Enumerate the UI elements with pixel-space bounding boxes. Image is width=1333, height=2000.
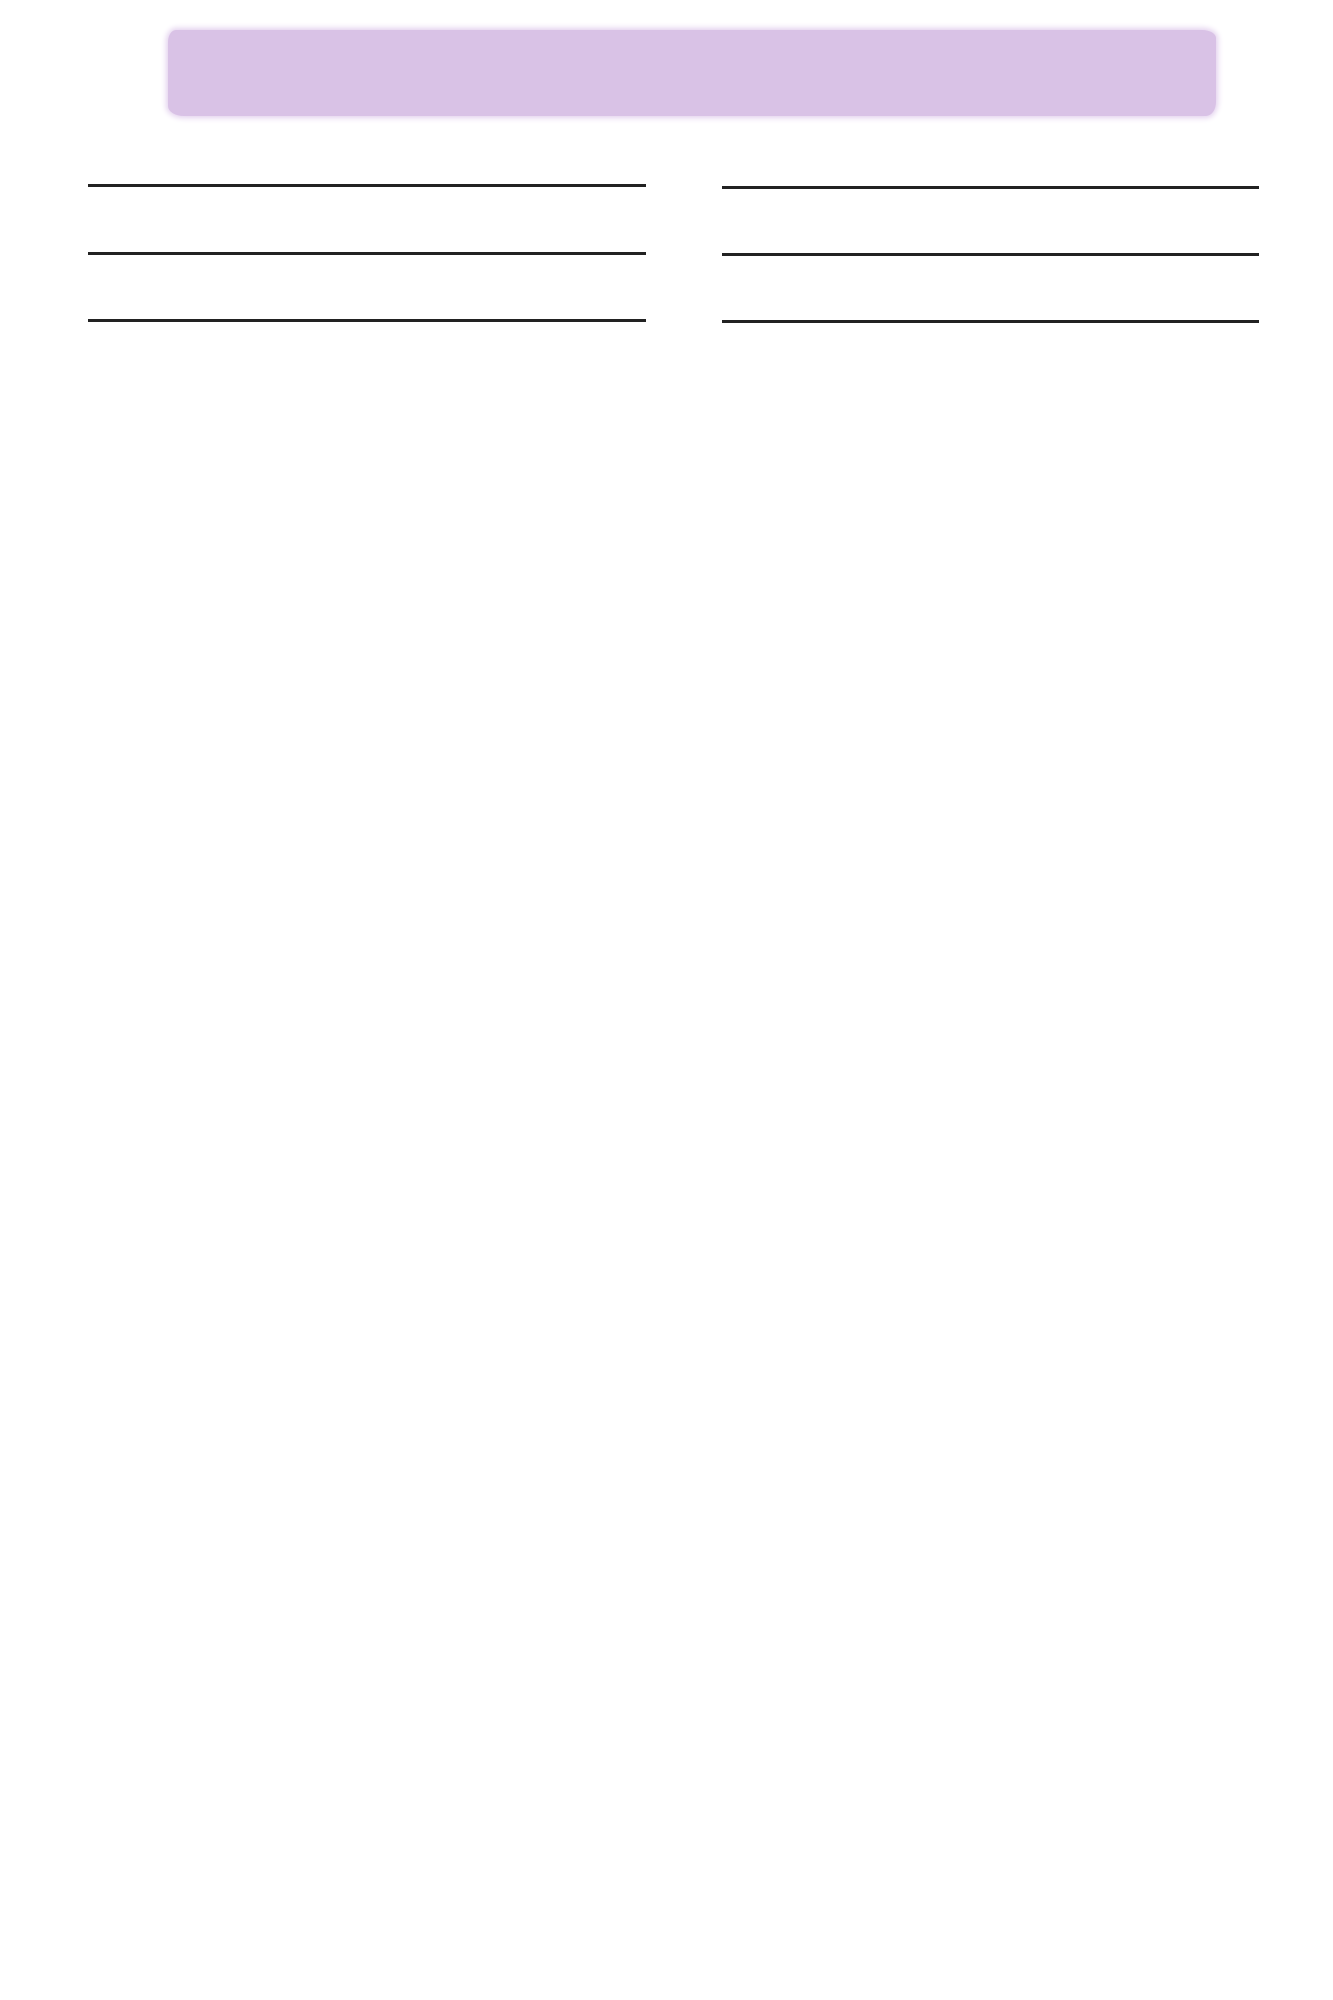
title-banner xyxy=(168,30,1216,116)
ending-balance-column-header xyxy=(1096,363,1287,407)
credit-limit-field[interactable] xyxy=(88,252,646,255)
description-column-header xyxy=(317,342,581,410)
starting-balance-field[interactable] xyxy=(722,253,1259,256)
monthly-due-date-field[interactable] xyxy=(88,319,646,322)
payment-column-header xyxy=(892,363,1067,407)
purchase-column-header xyxy=(676,363,859,407)
card-name-field[interactable] xyxy=(88,184,646,187)
interest-rate-field[interactable] xyxy=(722,320,1259,323)
date-column-header xyxy=(84,348,197,408)
account-no-field[interactable] xyxy=(722,186,1259,189)
